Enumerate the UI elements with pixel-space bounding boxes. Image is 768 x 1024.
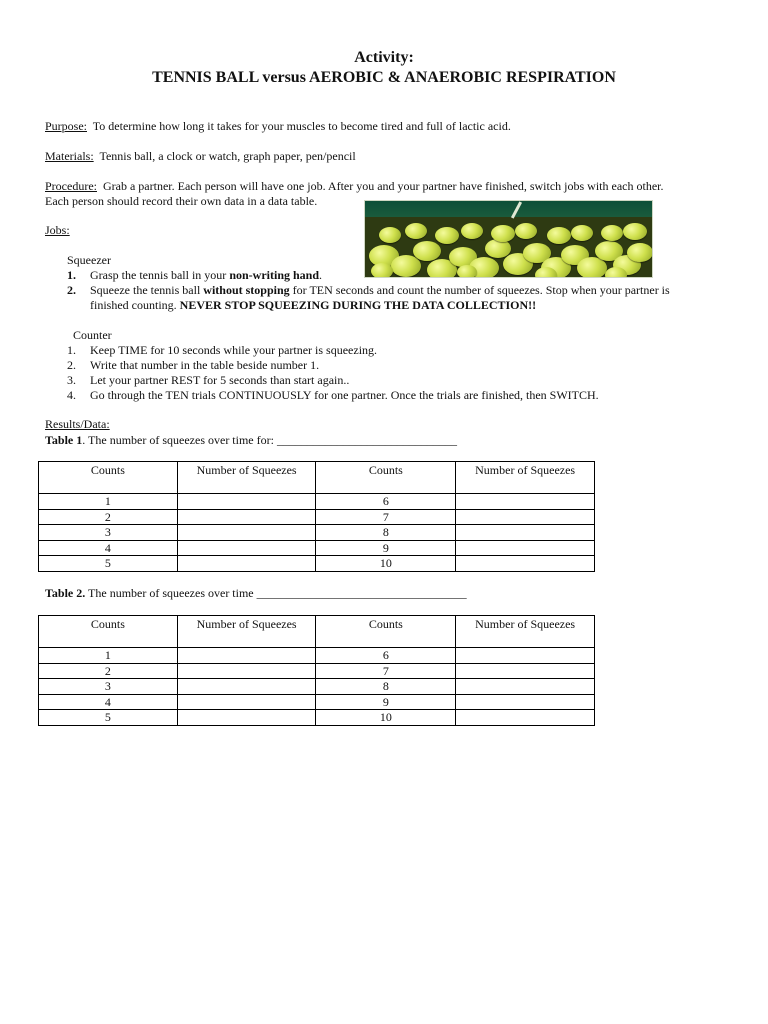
step-text: Grasp the tennis ball in your <box>90 268 230 282</box>
column-header: Number of Squeezes <box>456 616 595 648</box>
procedure-text-2: Each person should record their own data in a data table. <box>45 194 318 208</box>
count-cell: 1 <box>39 494 178 510</box>
table1-caption <box>45 433 457 447</box>
table-row <box>39 648 595 664</box>
step-number: 2. <box>67 358 76 372</box>
procedure-label: Procedure: <box>45 179 97 193</box>
table1-caption-text: . The number of squeezes over time for: ______________________________ <box>82 433 457 447</box>
count-cell: 7 <box>316 663 456 679</box>
tennis-ball <box>547 227 571 244</box>
activity-title: TENNIS BALL versus AEROBIC & ANAEROBIC RESPIRATION <box>152 69 616 86</box>
table2-body <box>39 648 595 726</box>
count-cell: 2 <box>39 509 178 525</box>
squeezes-entry-cell[interactable] <box>177 556 316 572</box>
step-number: 1. <box>67 268 76 282</box>
squeezer-step-1 <box>67 268 670 283</box>
squeezes-entry-cell[interactable] <box>177 710 316 726</box>
squeezes-entry-cell[interactable] <box>177 694 316 710</box>
step-number: 4. <box>67 388 76 402</box>
count-cell: 6 <box>316 494 456 510</box>
step-text: Go through the TEN trials CONTINUOUSLY for one partner. Once the trials are finished, then SWITCH. <box>90 388 599 402</box>
step-number: 3. <box>67 373 76 387</box>
jobs-label: Jobs: <box>45 223 70 237</box>
squeezes-entry-cell[interactable] <box>456 710 595 726</box>
step-text: Write that number in the table beside number 1. <box>90 358 320 372</box>
results-line <box>45 417 110 431</box>
step-text: Squeeze the tennis ball <box>90 283 204 297</box>
column-header: Number of Squeezes <box>177 616 316 648</box>
tennis-ball <box>491 225 515 242</box>
table-row <box>39 540 595 556</box>
count-cell: 3 <box>39 525 178 541</box>
squeezes-entry-cell[interactable] <box>177 663 316 679</box>
squeezes-entry-cell[interactable] <box>456 679 595 695</box>
tennis-ball <box>627 243 653 262</box>
step-number: 1. <box>67 343 76 357</box>
tennis-ball <box>515 223 537 239</box>
tennis-ball <box>379 227 401 243</box>
table-row <box>39 663 595 679</box>
squeezes-entry-cell[interactable] <box>456 556 595 572</box>
table-row <box>39 525 595 541</box>
materials-label: Materials: <box>45 149 94 163</box>
jobs-line <box>45 223 70 237</box>
tennis-ball <box>405 223 427 239</box>
table1-body <box>39 494 595 572</box>
materials-text: Tennis ball, a clock or watch, graph paper, pen/pencil <box>99 149 356 163</box>
column-header: Number of Squeezes <box>456 462 595 494</box>
count-cell: 4 <box>39 540 178 556</box>
count-cell: 9 <box>316 694 456 710</box>
squeezes-entry-cell[interactable] <box>177 494 316 510</box>
table1-caption-label: Table 1 <box>45 433 83 447</box>
table-row <box>39 494 595 510</box>
tennis-ball <box>461 223 483 239</box>
count-cell: 3 <box>39 679 178 695</box>
count-cell: 2 <box>39 663 178 679</box>
squeezes-entry-cell[interactable] <box>177 525 316 541</box>
table2-caption-text: The number of squeezes over time ___________________________________ <box>85 586 467 600</box>
materials-line <box>45 149 356 163</box>
squeezes-entry-cell[interactable] <box>177 540 316 556</box>
count-cell: 1 <box>39 648 178 664</box>
column-header: Counts <box>39 616 178 648</box>
squeezes-entry-cell[interactable] <box>177 679 316 695</box>
step-text: Let your partner REST for 5 seconds than start again.. <box>90 373 350 387</box>
activity-heading: Activity: <box>354 49 414 66</box>
squeezes-entry-cell[interactable] <box>177 509 316 525</box>
counter-title: Counter <box>73 328 112 342</box>
count-cell: 10 <box>316 556 456 572</box>
squeezes-entry-cell[interactable] <box>456 509 595 525</box>
counter-steps <box>67 343 599 403</box>
count-cell: 8 <box>316 679 456 695</box>
step-bold-text: without stopping <box>203 283 290 297</box>
squeezes-entry-cell[interactable] <box>456 525 595 541</box>
table-row <box>39 710 595 726</box>
column-header: Number of Squeezes <box>177 462 316 494</box>
step-text-line2: finished counting. <box>90 298 180 312</box>
step-warning: NEVER STOP SQUEEZING DURING THE DATA COLLECTION!! <box>179 298 537 312</box>
step-text-end: for TEN seconds and count the number of squeezes. Stop when your partner is <box>289 283 670 297</box>
count-cell: 7 <box>316 509 456 525</box>
count-cell: 8 <box>316 525 456 541</box>
count-cell: 4 <box>39 694 178 710</box>
step-bold-text: non-writing hand <box>229 268 320 282</box>
counter-step-4 <box>67 388 599 403</box>
table2-caption-label: Table 2. <box>45 586 86 600</box>
table-header-row <box>39 462 595 494</box>
squeezer-steps <box>67 268 670 313</box>
step-text: Keep TIME for 10 seconds while your partner is squeezing. <box>90 343 378 357</box>
squeezes-entry-cell[interactable] <box>456 494 595 510</box>
purpose-text: To determine how long it takes for your muscles to become tired and full of lactic acid. <box>92 119 511 133</box>
step-number: 2. <box>67 283 76 297</box>
purpose-label: Purpose: <box>45 119 87 133</box>
tennis-ball <box>435 227 459 244</box>
purpose-line <box>45 119 511 133</box>
squeezes-entry-cell[interactable] <box>456 663 595 679</box>
table2 <box>38 615 595 726</box>
table-row <box>39 679 595 695</box>
tennis-ball <box>571 225 593 241</box>
tennis-ball <box>623 223 647 240</box>
table1 <box>38 461 595 572</box>
squeezes-entry-cell[interactable] <box>456 648 595 664</box>
procedure-text-1: Grab a partner. Each person will have one job. After you and your partner have finished, switch jobs with each other. <box>102 179 664 193</box>
squeezer-title: Squeezer <box>67 253 111 267</box>
table-header-row <box>39 616 595 648</box>
count-cell: 10 <box>316 710 456 726</box>
column-header: Counts <box>316 462 456 494</box>
tennis-ball <box>413 241 441 261</box>
count-cell: 5 <box>39 556 178 572</box>
squeezes-entry-cell[interactable] <box>177 648 316 664</box>
count-cell: 5 <box>39 710 178 726</box>
table-row <box>39 509 595 525</box>
counter-step-2 <box>67 358 599 373</box>
column-header: Counts <box>39 462 178 494</box>
count-cell: 9 <box>316 540 456 556</box>
table-row <box>39 556 595 572</box>
squeezes-entry-cell[interactable] <box>456 694 595 710</box>
count-cell: 6 <box>316 648 456 664</box>
squeezes-entry-cell[interactable] <box>456 540 595 556</box>
squeezer-step-2 <box>67 283 670 313</box>
column-header: Counts <box>316 616 456 648</box>
tennis-ball <box>601 225 623 241</box>
table-row <box>39 694 595 710</box>
step-text-end: . <box>319 268 323 282</box>
results-label: Results/Data: <box>45 417 110 431</box>
table2-caption <box>45 586 467 600</box>
court-background <box>365 201 652 217</box>
tennis-balls-photo <box>364 200 653 278</box>
counter-step-3 <box>67 373 599 388</box>
procedure-line <box>45 179 663 193</box>
counter-step-1 <box>67 343 599 358</box>
